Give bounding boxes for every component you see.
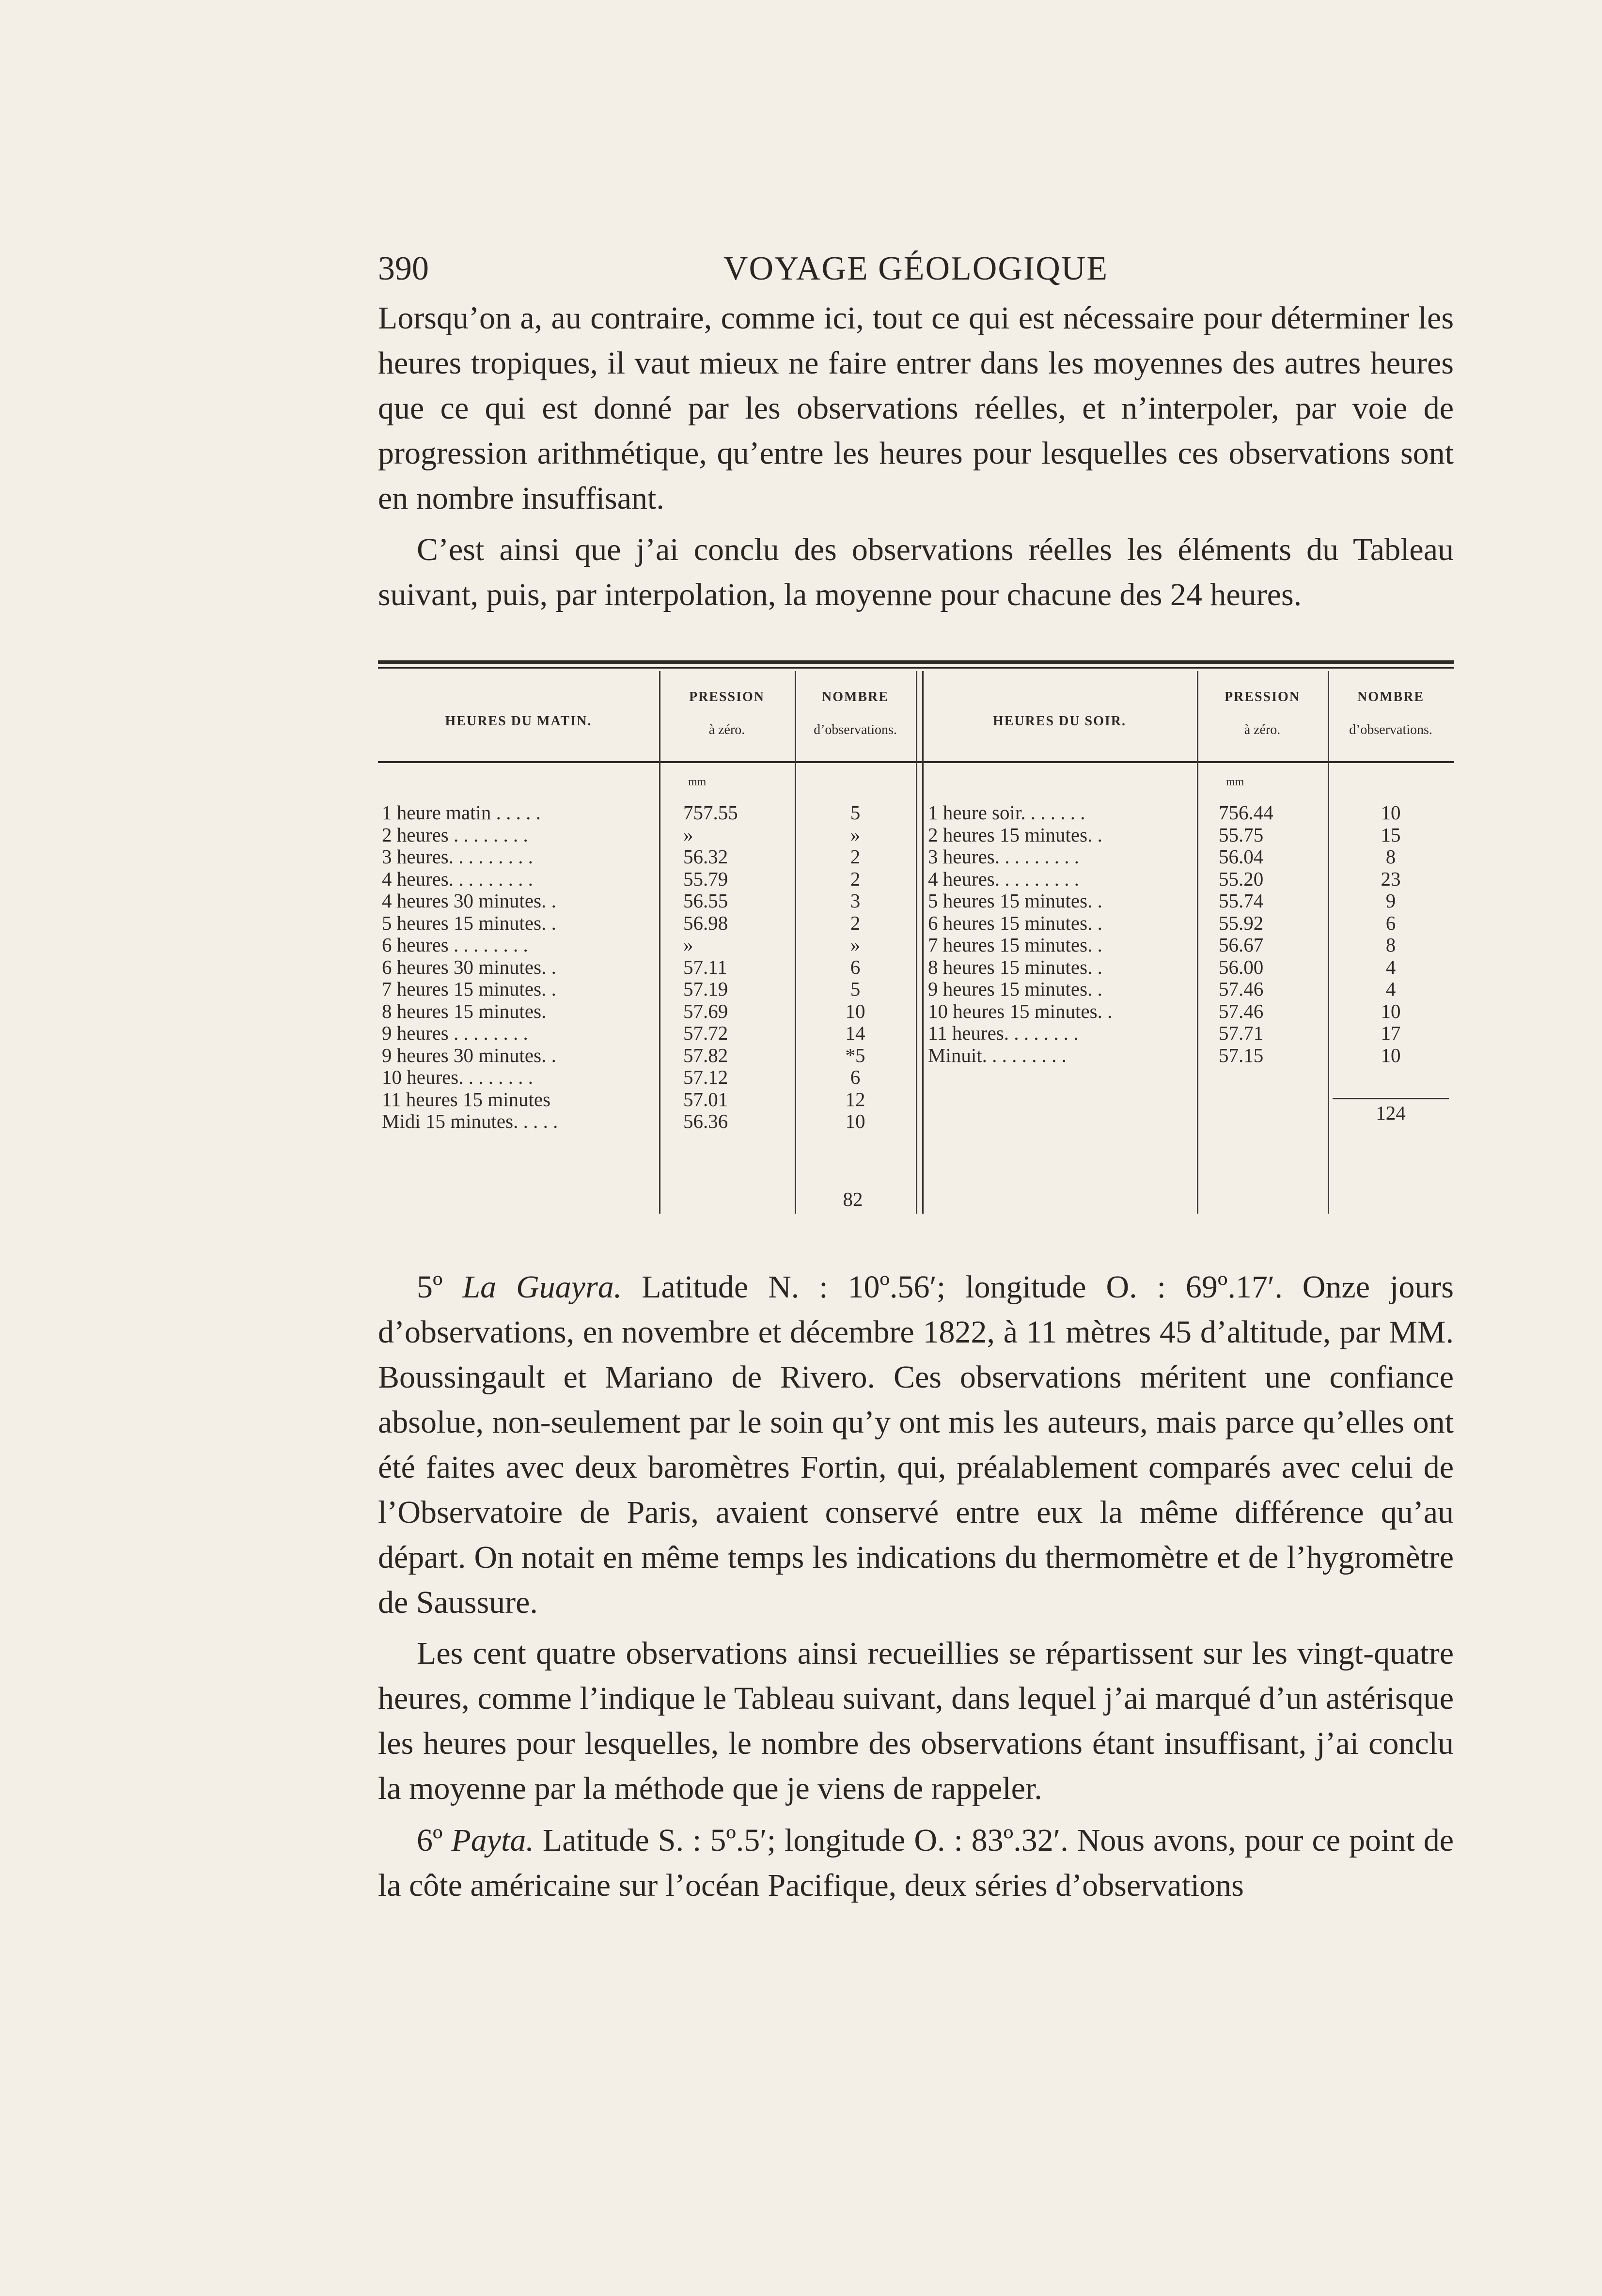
morning-hour-label: 11 heures 15 minutes [382,1088,551,1110]
evening-hour-label: 7 heures 15 minutes. . [928,934,1102,956]
page-number: 390 [378,250,429,287]
morning-observation-count: 5 [850,978,861,1000]
evening-pressure-value: 57.46 [1219,978,1264,1000]
column-divider [1197,671,1198,1214]
evening-hour-label: 4 heures. . . . . . . . . [928,867,1080,890]
morning-hour-label: 1 heure matin . . . . . [382,801,541,824]
morning-hour-label: 4 heures. . . . . . . . . [382,867,534,890]
header-pressure: PRESSION [689,689,765,704]
morning-total: 82 [843,1188,863,1210]
evening-observation-count: 15 [1381,823,1401,846]
morning-pressure-value: 57.11 [683,955,727,978]
table-top-rule-thin [378,667,1454,669]
header-morning-hours: HEURES DU MATIN. [445,714,592,729]
evening-hour-label: 11 heures. . . . . . . . [928,1022,1079,1044]
evening-hour-label: Minuit. . . . . . . . . [928,1044,1067,1066]
morning-pressure-value: 56.98 [683,911,728,934]
morning-observation-count: 14 [845,1022,865,1044]
evening-pressure-value: 57.46 [1219,1000,1264,1022]
header-count-2-sub: d’observations. [1349,722,1432,737]
evening-hour-label: 8 heures 15 minutes. . [928,955,1102,978]
evening-pressure-value: 55.92 [1219,911,1264,934]
morning-observation-count: 12 [845,1088,865,1110]
evening-observation-count: 6 [1385,911,1396,934]
column-divider [922,671,924,1214]
morning-observation-count: » [850,934,861,956]
header-pressure-sub: à zéro. [708,722,745,737]
morning-pressure-value: 56.36 [683,1110,728,1132]
morning-observation-count: 3 [850,890,861,912]
morning-pressure-value: 57.72 [683,1022,728,1044]
morning-pressure-value: 55.79 [683,867,728,890]
morning-observation-count: *5 [845,1044,865,1066]
evening-observation-count: 8 [1385,845,1396,868]
evening-pressure-value: 55.74 [1219,890,1264,912]
header-evening-hours: HEURES DU SOIR. [992,714,1127,729]
pressure-table [378,660,1454,1231]
evening-observation-count: 10 [1381,801,1401,824]
place-la-guayra: La Guayra. [462,1269,622,1305]
paragraph-table-intro-text: C’est ainsi que j’ai conclu des observations réelles les éléments du Tableau suivant, puis, par interpolation, la moyenne pour chacune des 24 heures. [378,532,1454,612]
p4-text: Les cent quatre observations ainsi recueillies se répartissent sur les vingt-quatre heures, comme l’indique le Tableau suivant, dans lequel j’ai marqué d’un astérisque les heures pour lesquelles, le nombre des observations étant insuffisant, j’ai conclu la moyenne par la méthode que je viens de rappeler. [378,1636,1454,1806]
morning-observation-count: 2 [850,845,861,868]
page-header [378,250,1454,293]
evening-total-rule [1333,1098,1449,1099]
morning-observation-count: 6 [850,1066,861,1088]
morning-pressure-value: 57.69 [683,1000,728,1022]
paragraph-table-intro [378,527,1454,617]
table-top-rule [378,660,1454,664]
evening-pressure-value: 56.04 [1219,845,1264,868]
morning-hour-label: 9 heures 30 minutes. . [382,1044,556,1066]
p5-lead: 6º [417,1823,452,1858]
evening-hour-label: 6 heures 15 minutes. . [928,911,1102,934]
morning-pressure-value: 57.01 [683,1088,728,1110]
evening-pressure-value: 56.67 [1219,934,1264,956]
running-title: VOYAGE GÉOLOGIQUE [723,250,1109,287]
morning-hour-label: 6 heures . . . . . . . . [382,934,528,956]
morning-hour-label: 6 heures 30 minutes. . [382,955,556,978]
evening-observation-count: 17 [1381,1022,1401,1044]
evening-pressure-value: 57.71 [1219,1022,1264,1044]
evening-hour-label: 5 heures 15 minutes. . [928,890,1102,912]
header-pressure-2: PRESSION [1224,689,1301,704]
morning-pressure-value: 57.19 [683,978,728,1000]
evening-observation-count: 8 [1385,934,1396,956]
morning-observation-count: 10 [845,1110,865,1132]
morning-pressure-value: » [683,823,693,846]
paragraph-la-guayra [378,1265,1454,1625]
column-divider [659,671,660,1214]
unit-mm-right: mm [1226,776,1244,788]
morning-observation-count: » [850,823,861,846]
morning-hour-label: 5 heures 15 minutes. . [382,911,556,934]
morning-observation-count: 10 [845,1000,865,1022]
evening-pressure-value: 56.00 [1219,955,1264,978]
evening-pressure-value: 57.15 [1219,1044,1264,1066]
header-count-sub: d’observations. [814,722,897,737]
morning-pressure-value: 56.55 [683,890,728,912]
header-count: NOMBRE [822,689,889,704]
morning-hour-label: 7 heures 15 minutes. . [382,978,556,1000]
evening-hour-label: 10 heures 15 minutes. . [928,1000,1113,1022]
morning-pressure-value: 757.55 [683,801,738,824]
evening-pressure-value: 55.20 [1219,867,1264,890]
evening-total: 124 [1376,1102,1406,1124]
evening-hour-label: 1 heure soir. . . . . . . [928,801,1085,824]
morning-hour-label: 4 heures 30 minutes. . [382,890,556,912]
morning-hour-label: Midi 15 minutes. . . . . [382,1110,558,1132]
evening-hour-label: 9 heures 15 minutes. . [928,978,1102,1000]
evening-observation-count: 10 [1381,1000,1401,1022]
morning-observation-count: 2 [850,911,861,934]
morning-pressure-value: 56.32 [683,845,728,868]
evening-hour-label: 2 heures 15 minutes. . [928,823,1102,846]
evening-pressure-value: 756.44 [1219,801,1273,824]
evening-pressure-value: 55.75 [1219,823,1264,846]
evening-observation-count: 9 [1385,890,1396,912]
evening-observation-count: 4 [1385,955,1396,978]
morning-observation-count: 6 [850,955,861,978]
morning-hour-label: 9 heures . . . . . . . . [382,1022,528,1044]
column-divider [916,671,917,1214]
paragraph-payta [378,1818,1454,1908]
morning-pressure-value: » [683,934,693,956]
p3-text: Latitude N. : 10º.56′; longitude O. : 69º.17′. Onze jours d’observations, en novembre et décembre 1822, à 11 mètres 45 d’altitude, par MM. Boussingault et Mariano de Rivero. Ces observations méritent une confiance absolue, non-seulement par le soin qu’y ont mis les auteurs, mais parce qu’elles ont été faites avec deux baromètres Fortin, qui, préalablement comparés avec celui de l’Observatoire de Paris, avaient conservé entre eux la même différence qu’au départ. On notait en même temps les indications du thermomètre et de l’hygromètre de Saussure. [378,1269,1454,1620]
morning-pressure-value: 57.82 [683,1044,728,1066]
paragraph-interpolation-method: Lorsqu’on a, au contraire, comme ici, tout ce qui est nécessaire pour déterminer les heures tropiques, il vaut mieux ne faire entrer dans les moyennes des autres heures que ce qui est donné par les observations réelles, et n’interpoler, par voie de progression arithmétique, qu’entre les heures pour lesquelles ces observations sont en nombre insuffisant. [378,300,1454,516]
header-pressure-2-sub: à zéro. [1244,722,1281,737]
evening-hour-label: 3 heures. . . . . . . . . [928,845,1080,868]
morning-hour-label: 10 heures. . . . . . . . [382,1066,534,1088]
morning-pressure-value: 57.12 [683,1066,728,1088]
morning-observation-count: 5 [850,801,861,824]
place-payta: Payta. [451,1823,534,1858]
morning-hour-label: 8 heures 15 minutes. [382,1000,547,1022]
p3-lead: 5º [417,1269,463,1305]
evening-observation-count: 10 [1381,1044,1401,1066]
morning-hour-label: 2 heures . . . . . . . . [382,823,528,846]
paragraph-observations-distribution [378,1631,1454,1811]
p5-text: Latitude S. : 5º.5′; longitude O. : 83º.32′. Nous avons, pour ce point de la côte américaine sur l’océan Pacifique, deux séries d’observations [378,1823,1454,1903]
evening-observation-count: 23 [1381,867,1401,890]
header-count-2: NOMBRE [1357,689,1424,704]
morning-hour-label: 3 heures. . . . . . . . . [382,845,534,868]
unit-mm-left: mm [688,776,707,788]
morning-observation-count: 2 [850,867,861,890]
evening-observation-count: 4 [1385,978,1396,1000]
